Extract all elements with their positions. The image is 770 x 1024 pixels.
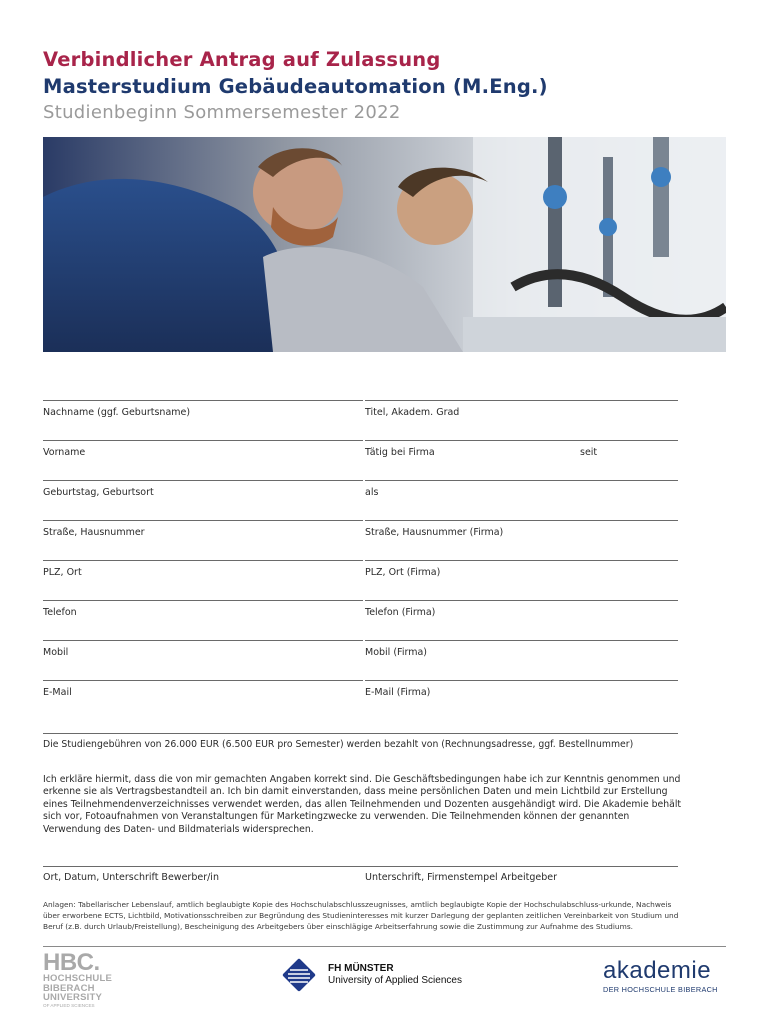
field-label: als: [365, 487, 379, 498]
title-line-1: Verbindlicher Antrag auf Zulassung: [43, 48, 441, 71]
field-label: PLZ, Ort (Firma): [365, 567, 441, 578]
field-als[interactable]: [365, 480, 678, 506]
field-label: E-Mail: [43, 687, 72, 698]
field-label: Straße, Hausnummer (Firma): [365, 527, 504, 538]
field-telefon[interactable]: [43, 600, 363, 626]
fh-muenster-logo: [282, 958, 502, 990]
declaration-text: Ich erkläre hiermit, dass die von mir gemachten Angaben korrekt sind. Die Geschäftsbedingungen habe ich zur Kenntnis genommen und erkenne sie als Vertragsbestandteil an. Ich bin damit einverstanden, dass meine persönlichen Daten und mein Lichtbild zur Erstellung eines Teilnehmendenverzeichnisses verwendet werden, das allen Teilnehmenden und Dozenten ausgehändigt wird. Die Akademie behält sich vor, Fotoaufnahmen von Veranstaltungen für Marketingzwecke zu verwenden. Die Teilnehmenden können der genannten Verwendung des Daten- und Bildmaterials widersprechen.: [43, 774, 682, 835]
header-photo: [43, 137, 726, 352]
hbc-logo-line: UNIVERSITY: [43, 992, 103, 1003]
field-titel[interactable]: [365, 400, 678, 426]
field-seit-label: seit: [580, 447, 598, 458]
field-mobil[interactable]: [43, 640, 363, 666]
title-line-2: Masterstudium Gebäudeautomation (M.Eng.): [43, 75, 548, 98]
field-geburtstag[interactable]: [43, 480, 363, 506]
signature-line[interactable]: [43, 866, 678, 867]
field-label: Tätig bei Firma: [365, 447, 435, 458]
field-strasse[interactable]: [43, 520, 363, 546]
field-email[interactable]: [43, 680, 363, 706]
field-plz-ort[interactable]: [43, 560, 363, 586]
akademie-logo: [603, 957, 728, 994]
field-plz-ort-firma[interactable]: [365, 560, 678, 586]
hbc-logo-tagline: OF APPLIED SCIENCES: [43, 1002, 95, 1008]
field-telefon-firma[interactable]: [365, 600, 678, 626]
hbc-logo-line: BIBERACH: [43, 982, 95, 994]
fees-input-line[interactable]: [43, 733, 678, 734]
field-label: Vorname: [43, 447, 86, 458]
field-label: Straße, Hausnummer: [43, 527, 145, 538]
akademie-subtitle: DER HOCHSCHULE BIBERACH: [603, 985, 718, 994]
akademie-wordmark: akademie: [603, 957, 712, 984]
field-mobil-firma[interactable]: [365, 640, 678, 666]
fh-muenster-subtitle: University of Applied Sciences: [328, 975, 462, 986]
field-label: PLZ, Ort: [43, 567, 82, 578]
field-label: Nachname (ggf. Geburtsname): [43, 407, 191, 418]
field-label: Telefon: [43, 607, 77, 618]
fh-muenster-emblem-icon: [282, 958, 316, 992]
field-taetig-bei-firma[interactable]: [365, 440, 678, 466]
field-strasse-firma[interactable]: [365, 520, 678, 546]
attachments-text: Anlagen: Tabellarischer Lebenslauf, amtlich beglaubigte Kopie des Hochschulabschlusszeugnisses, amtlich beglaubigte Kopie der Hochschulabschluss-urkunde, Nachweis über erworbene ECTS, Lichtbild, Motivationsschreiben zur Begründung des Studieninteresses mit kurzer Darlegung der geplanten zeitlichen Vereinbarkeit von Studium und Beruf (z.B. durch Urlaub/Freistellung), Bescheinigung des Arbeitgebers über einschlägige Arbeitserfahrung sowie die Zustimmung zur Aufnahme des Studiums.: [43, 900, 679, 931]
field-label: E-Mail (Firma): [365, 687, 431, 698]
hbc-logo-line: HOCHSCHULE: [43, 973, 113, 984]
title-line-3: Studienbeginn Sommersemester 2022: [43, 102, 401, 123]
field-label: Titel, Akadem. Grad: [365, 407, 460, 418]
field-label: Mobil: [43, 647, 69, 658]
hbc-logo: [43, 949, 133, 1009]
footer-divider: [43, 946, 726, 947]
fees-label: Die Studiengebühren von 26.000 EUR (6.500 EUR pro Semester) werden bezahlt von (Rechnungsadresse, ggf. Bestellnummer): [43, 739, 634, 750]
field-label: Telefon (Firma): [365, 607, 436, 618]
field-label: Mobil (Firma): [365, 647, 427, 658]
signature-employer-label: Unterschrift, Firmenstempel Arbeitgeber: [365, 872, 558, 883]
signature-applicant-label: Ort, Datum, Unterschrift Bewerber/in: [43, 872, 219, 883]
field-vorname[interactable]: [43, 440, 363, 466]
hbc-logo-mark: HBC.: [43, 949, 100, 976]
field-nachname[interactable]: [43, 400, 363, 426]
fh-muenster-name: FH MÜNSTER: [328, 963, 394, 974]
field-email-firma[interactable]: [365, 680, 678, 706]
field-label: Geburtstag, Geburtsort: [43, 487, 154, 498]
